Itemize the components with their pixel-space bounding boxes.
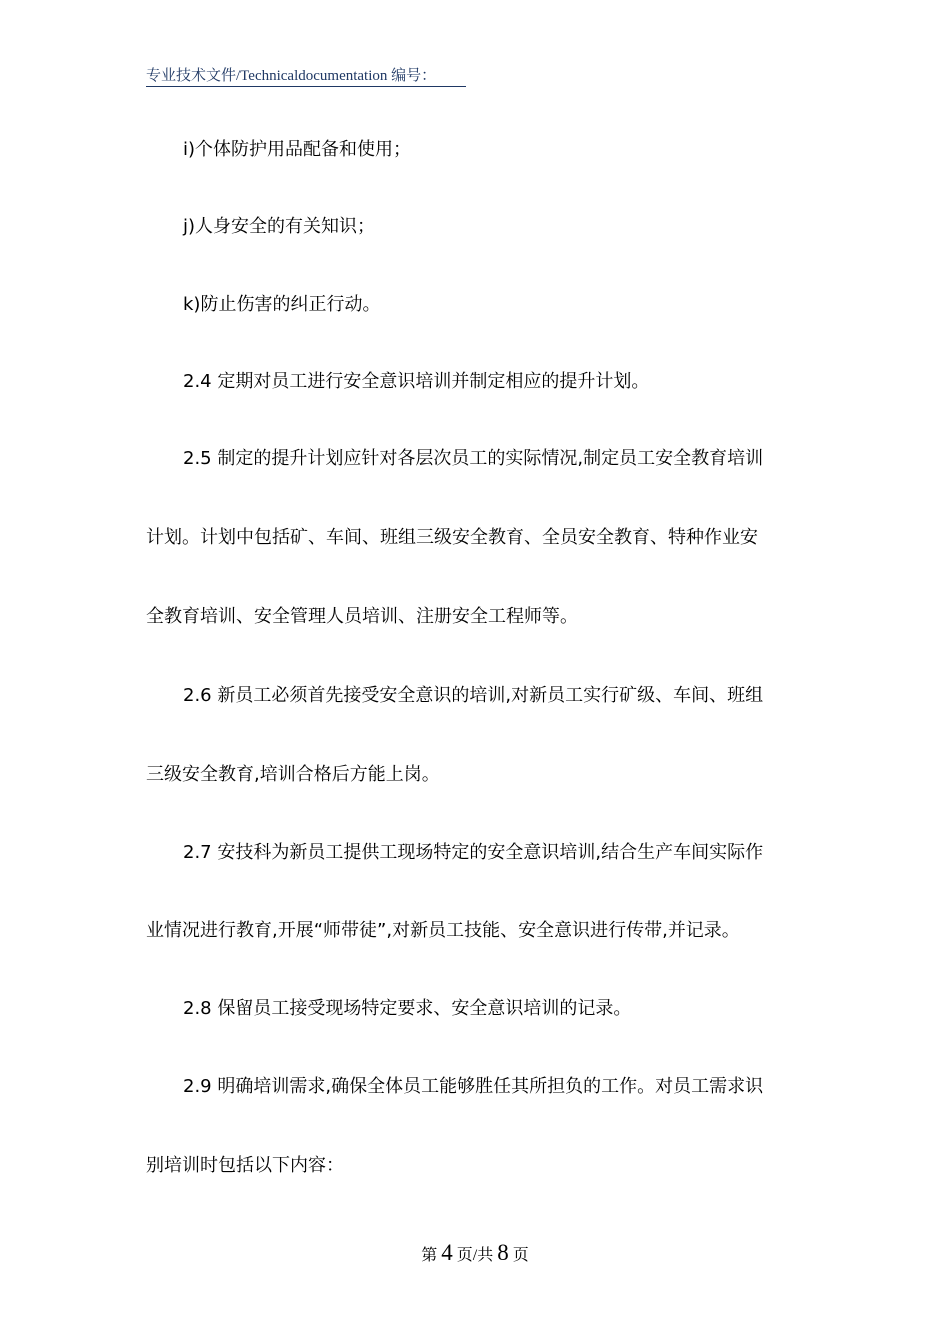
- body-line-9: 三级安全教育,培训合格后方能上岗。: [146, 764, 440, 785]
- body-line-7: 全教育培训、安全管理人员培训、注册安全工程师等。: [146, 606, 578, 627]
- body-line-12: 2.8 保留员工接受现场特定要求、安全意识培训的记录。: [183, 998, 632, 1019]
- total-pages-number: 8: [497, 1240, 509, 1265]
- body-line-8: 2.6 新员工必须首先接受安全意识的培训,对新员工实行矿级、车间、班组: [183, 685, 764, 706]
- body-line-6: 计划。计划中包括矿、车间、班组三级安全教育、全员安全教育、特种作业安: [146, 527, 758, 548]
- footer-prefix: 第: [421, 1247, 442, 1264]
- body-line-2: j)人身安全的有关知识；: [183, 216, 376, 237]
- body-line-4: 2.4 定期对员工进行安全意识培训并制定相应的提升计划。: [183, 371, 650, 392]
- body-line-5: 2.5 制定的提升计划应针对各层次员工的实际情况,制定员工安全教育培训: [183, 448, 764, 469]
- body-line-1: i)个体防护用品配备和使用；: [183, 139, 412, 160]
- footer-middle: 页/共: [452, 1247, 498, 1264]
- document-header: 专业技术文件/Technicaldocumentation 编号：: [146, 68, 437, 84]
- footer-suffix: 页: [508, 1247, 529, 1264]
- body-line-3: k)防止伤害的纠正行动。: [183, 294, 381, 315]
- header-underline: [146, 86, 466, 87]
- body-line-11: 业情况进行教育,开展“师带徒”,对新员工技能、安全意识进行传带,并记录。: [146, 920, 740, 941]
- page-footer: [0, 1238, 950, 1271]
- current-page-number: 4: [441, 1240, 453, 1265]
- body-line-13: 2.9 明确培训需求,确保全体员工能够胜任其所担负的工作。对员工需求识: [183, 1076, 764, 1097]
- body-line-14: 别培训时包括以下内容：: [146, 1155, 344, 1176]
- body-line-10: 2.7 安技科为新员工提供工现场特定的安全意识培训,结合生产车间实际作: [183, 842, 764, 863]
